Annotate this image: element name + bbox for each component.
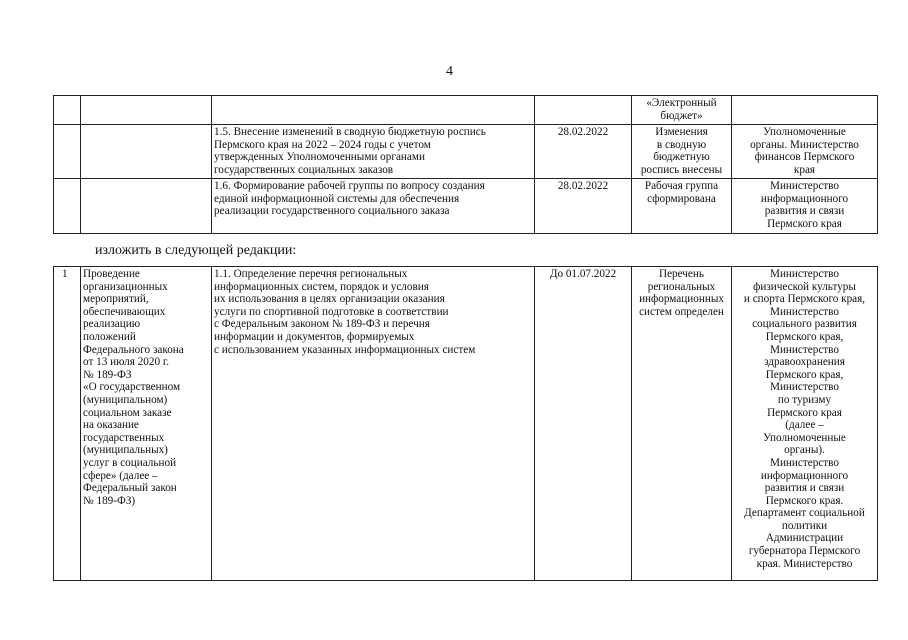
table-row (54, 125, 878, 179)
table-row (54, 179, 878, 234)
event-cell: Проведение организационных мероприятий, обеспечивающих реализацию положений Федерального закона от 13 июля 2020 г. № 189-ФЗ «О государственном (муниципальном) социальном заказе на оказание государственных (муниципальных) услуг в социальной сфере» (далее – Федеральный закон № 189-ФЗ) (81, 267, 212, 581)
table-row (54, 96, 878, 125)
task-cell (212, 96, 535, 125)
date-cell: 28.02.2022 (535, 125, 632, 179)
result-cell: Изменения в сводную бюджетную роспись внесены (632, 125, 732, 179)
row-number-cell: 1 (54, 267, 81, 581)
event-cell (81, 96, 212, 125)
row-number-cell (54, 96, 81, 125)
row-number-cell (54, 125, 81, 179)
event-cell (81, 125, 212, 179)
row-number-cell (54, 179, 81, 234)
task-cell: 1.5. Внесение изменений в сводную бюджетную роспись Пермского края на 2022 – 2024 годы с учетом утвержденных Уполномоченными органами государственных социальных заказов (212, 125, 535, 179)
result-cell: Рабочая группа сформирована (632, 179, 732, 234)
page-number: 4 (446, 64, 453, 79)
result-cell: «Электронный бюджет» (632, 96, 732, 125)
task-cell: 1.6. Формирование рабочей группы по вопросу создания единой информационной системы для обеспечения реализации государственного социального заказа (212, 179, 535, 234)
responsible-cell (732, 96, 878, 125)
plan-table-top (53, 95, 878, 234)
responsible-cell: Уполномоченные органы. Министерство финансов Пермского края (732, 125, 878, 179)
responsible-cell: Министерство информационного развития и связи Пермского края (732, 179, 878, 234)
table-row (54, 267, 878, 581)
date-cell (535, 96, 632, 125)
plan-table-bottom (53, 266, 878, 581)
task-cell: 1.1. Определение перечня региональных информационных систем, порядок и условия их использования в целях организации оказания услуги по спортивной подготовке в соответствии с Федеральным законом № 189-ФЗ и перечня информации и документов, формируемых с использованием указанных информационных систем (212, 267, 535, 581)
date-cell: 28.02.2022 (535, 179, 632, 234)
subheading: изложить в следующей редакции: (95, 243, 297, 258)
responsible-cell: Министерство физической культуры и спорта Пермского края, Министерство социального развития Пермского края, Министерство здравоохранения Пермского края, Министерство по туризму Пермского края (далее – Уполномоченные органы). Министерство информационного развития и связи Пермского края. Департамент социальной политики Администрации губернатора Пермского края. Министерство (732, 267, 878, 581)
result-cell: Перечень региональных информационных систем определен (632, 267, 732, 581)
event-cell (81, 179, 212, 234)
date-cell: До 01.07.2022 (535, 267, 632, 581)
